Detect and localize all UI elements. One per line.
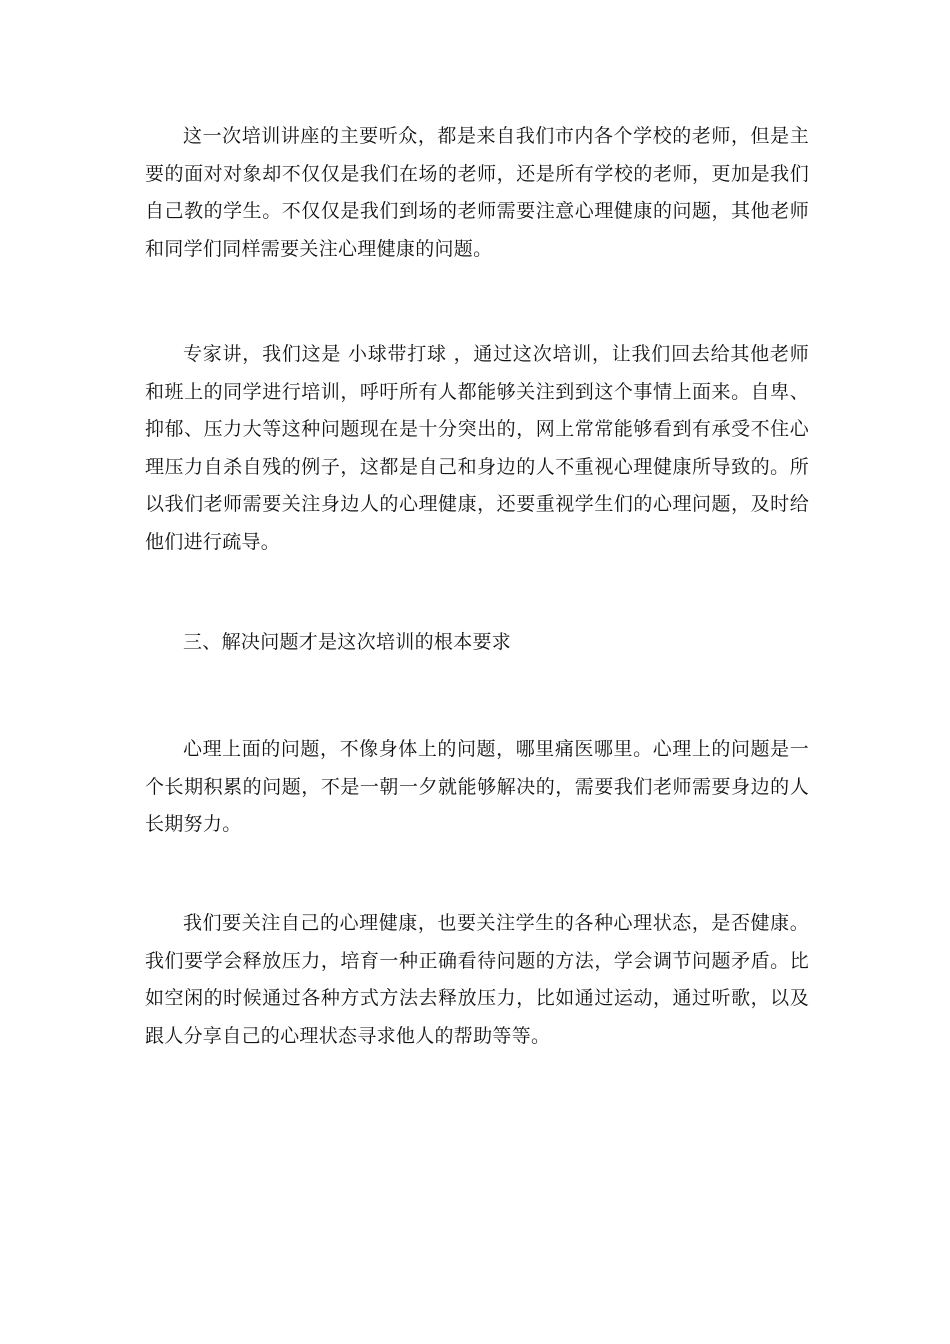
section-heading: 三、解决问题才是这次培训的根本要求 [183,631,512,653]
paragraph-expert: 专家讲，我们这是 小球带打球 ，通过这次培训，让我们回去给其他老师和班上的同学进行培训，呼吁所有人都能够关注到到这个事情上面来。自卑、抑郁、压力大等这种问题现在是十分突出的，网上常常能够看到有承受不住心理压力自杀自残的例子，这都是自己和身边的人不重视心理健康所导致的。所以我们老师需要关注身边人的心理健康，还要重视学生们的心理问题，及时给他们进行疏导。 [145,343,809,553]
paragraph-self-care: 我们要关注自己的心理健康，也要关注学生的各种心理状态，是否健康。我们要学会释放压力，培育一种正确看待问题的方法，学会调节问题矛盾。比如空闲的时候通过各种方式方法去释放压力，比如通过运动，通过听歌，以及跟人分享自己的心理状态寻求他人的帮助等等。 [145,912,809,1047]
paragraph-long-term: 心理上面的问题，不像身体上的问题，哪里痛医哪里。心理上的问题是一个长期积累的问题，不是一朝一夕就能够解决的，需要我们老师需要身边的人长期努力。 [145,738,809,835]
paragraph-audience: 这一次培训讲座的主要听众，都是来自我们市内各个学校的老师，但是主要的面对对象却不仅仅是我们在场的老师，还是所有学校的老师，更加是我们自己教的学生。不仅仅是我们到场的老师需要注意心理健康的问题，其他老师和同学们同样需要关注心理健康的问题。 [145,125,809,260]
